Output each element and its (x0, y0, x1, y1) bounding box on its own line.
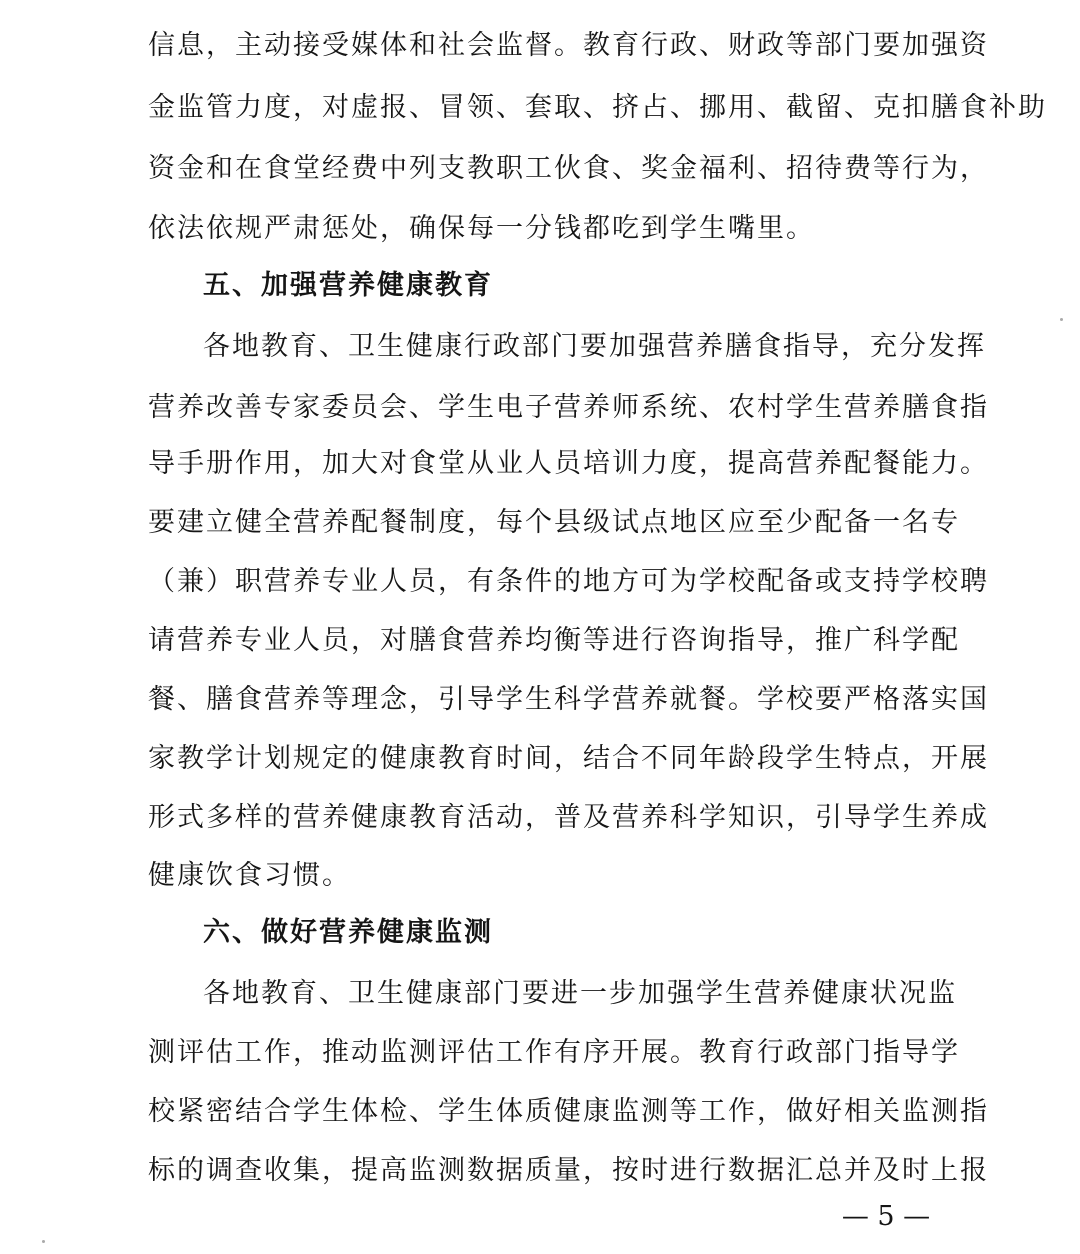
scan-speck (42, 1240, 45, 1243)
page-number: — 5 — (841, 1201, 931, 1232)
body-text-line: 金监管力度，对虚报、冒领、套取、挤占、挪用、截留、克扣膳食补助 (148, 92, 1047, 123)
body-text-line: 各地教育、卫生健康部门要进一步加强学生营养健康状况监 (203, 978, 957, 1009)
body-text-line: 营养改善专家委员会、学生电子营养师系统、农村学生营养膳食指 (148, 392, 989, 423)
body-text-line: 形式多样的营养健康教育活动，普及营养科学知识，引导学生养成 (148, 802, 989, 833)
body-text-line: 各地教育、卫生健康行政部门要加强营养膳食指导，充分发挥 (203, 331, 986, 362)
body-text-line: 信息，主动接受媒体和社会监督。教育行政、财政等部门要加强资 (148, 30, 989, 61)
body-text-line: 餐、膳食营养等理念，引导学生科学营养就餐。学校要严格落实国 (148, 684, 989, 715)
body-text-line: 健康饮食习惯。 (148, 860, 351, 891)
body-text-line: 标的调查收集，提高监测数据质量，按时进行数据汇总并及时上报 (148, 1155, 989, 1186)
body-text-line: 测评估工作，推动监测评估工作有序开展。教育行政部门指导学 (148, 1037, 960, 1068)
body-text-line: 家教学计划规定的健康教育时间，结合不同年龄段学生特点，开展 (148, 743, 989, 774)
body-text-line: 依法依规严肃惩处，确保每一分钱都吃到学生嘴里。 (148, 213, 815, 244)
body-text-line: 请营养专业人员，对膳食营养均衡等进行咨询指导，推广科学配 (148, 625, 960, 656)
body-text-line: （兼）职营养专业人员，有条件的地方可为学校配备或支持学校聘 (148, 566, 989, 597)
body-text-line: 要建立健全营养配餐制度，每个县级试点地区应至少配备一名专 (148, 507, 960, 538)
section-heading: 五、加强营养健康教育 (203, 270, 493, 301)
body-text-line: 校紧密结合学生体检、学生体质健康监测等工作，做好相关监测指 (148, 1096, 989, 1127)
scan-speck (1060, 318, 1063, 321)
body-text-line: 导手册作用，加大对食堂从业人员培训力度，提高营养配餐能力。 (148, 448, 989, 479)
body-text-line: 资金和在食堂经费中列支教职工伙食、奖金福利、招待费等行为， (148, 153, 989, 184)
section-heading: 六、做好营养健康监测 (203, 917, 493, 948)
